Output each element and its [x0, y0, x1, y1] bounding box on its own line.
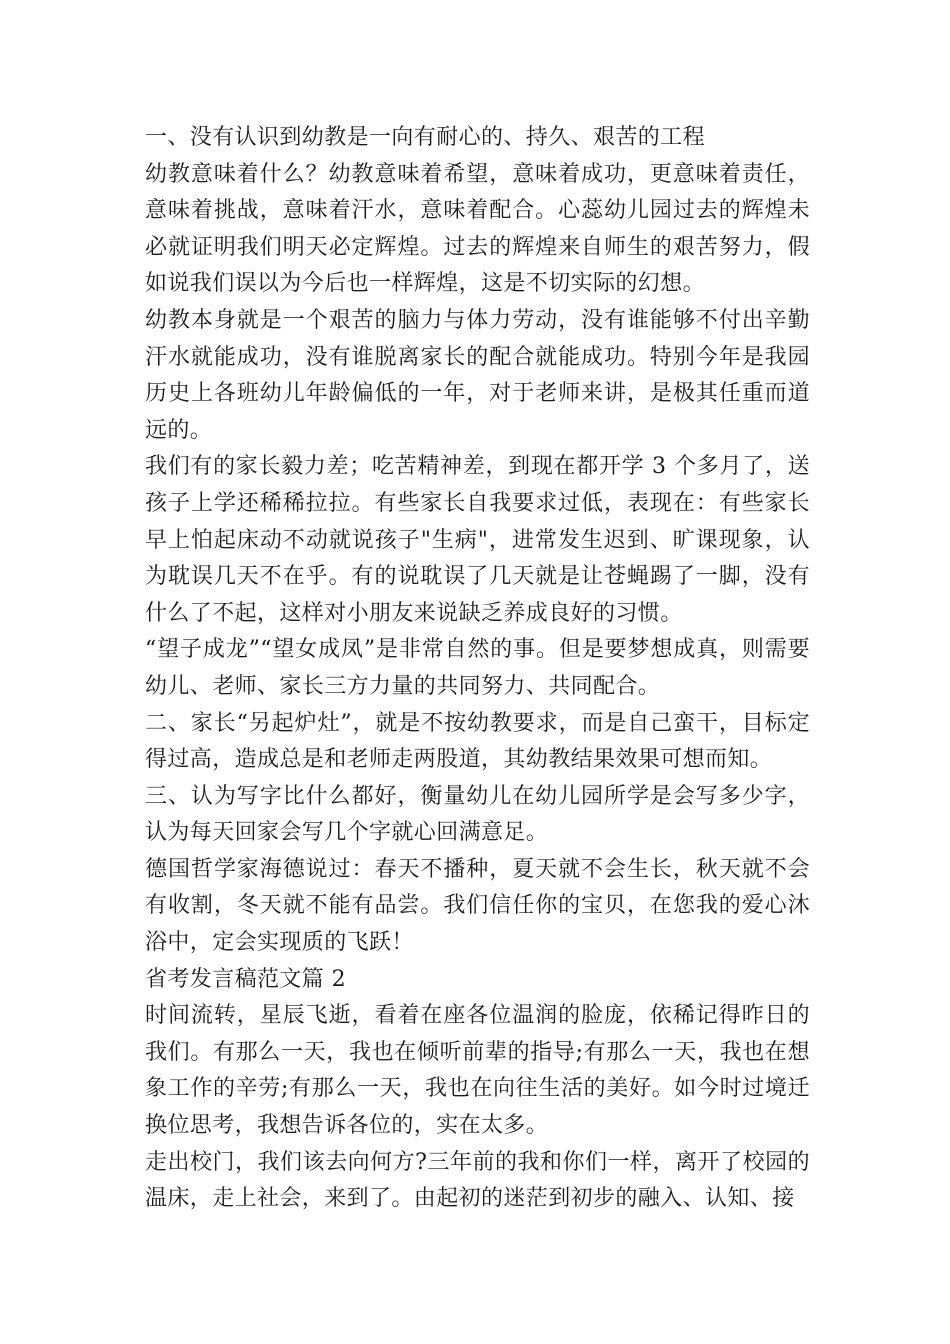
paragraph-4: “望子成龙”“望女成凤”是非常自然的事。但是要梦想成真，则需要幼儿、老师、家长三方力量的共同努力、共同配合。	[145, 637, 810, 699]
document-body	[145, 120, 810, 1218]
paragraph-2: 幼教本身就是一个艰苦的脑力与体力劳动，没有谁能够不付出辛勤汗水就能成功，没有谁脱离家长的配合就能成功。特别今年是我园历史上各班幼儿年龄偏低的一年，对于老师来讲，是极其任重而道远的。	[145, 307, 810, 443]
paragraph-8: 时间流转，星辰飞逝，看着在座各位温润的脸庞，依稀记得昨日的我们。有那么一天，我也在倾听前辈的指导;有那么一天，我也在想象工作的辛劳;有那么一天，我也在向往生活的美好。如今时过境迁换位思考，我想告诉各位的，实在太多。	[145, 1003, 810, 1139]
paragraph-5: 二、家长“另起炉灶”，就是不按幼教要求，而是自己蛮干，目标定得过高，造成总是和老师走两股道，其幼教结果效果可想而知。	[145, 710, 810, 773]
paragraph-7: 德国哲学家海德说过：春天不播种，夏天就不会生长，秋天就不会有收割，冬天就不能有品尝。我们信任你的宝贝，在您我的爱心沐浴中，定会实现质的飞跃！	[145, 856, 810, 956]
section-heading-2: 省考发言稿范文篇 2	[145, 966, 346, 992]
section-heading-1: 一、没有认识到幼教是一向有耐心的、持久、艰苦的工程	[145, 125, 706, 150]
paragraph-1: 幼教意味着什么？幼教意味着希望，意味着成功，更意味着责任，意味着挑战，意味着汗水，意味着配合。心蕊幼儿园过去的辉煌未必就证明我们明天必定辉煌。过去的辉煌来自师生的艰苦努力，假如说我们误以为今后也一样辉煌，这是不切实际的幻想。	[145, 161, 810, 297]
paragraph-6: 三、认为写字比什么都好，衡量幼儿在幼儿园所学是会写多少字，认为每天回家会写几个字就心回满意足。	[145, 783, 810, 846]
paragraph-3: 我们有的家长毅力差；吃苦精神差，到现在都开学 3 个多月了，送孩子上学还稀稀拉拉。有些家长自我要求过低，表现在：有些家长早上怕起床动不动就说孩子"生病"，进常发生迟到、旷课现象，认为耽误几天不在乎。有的说耽误了几天就是让苍蝇踢了一脚，没有什么了不起，这样对小朋友来说缺乏养成良好的习惯。	[145, 454, 810, 626]
paragraph-9: 走出校门，我们该去向何方?三年前的我和你们一样，离开了校园的温床，走上社会，来到了。由起初的迷茫到初步的融入、认知、接	[145, 1149, 810, 1212]
